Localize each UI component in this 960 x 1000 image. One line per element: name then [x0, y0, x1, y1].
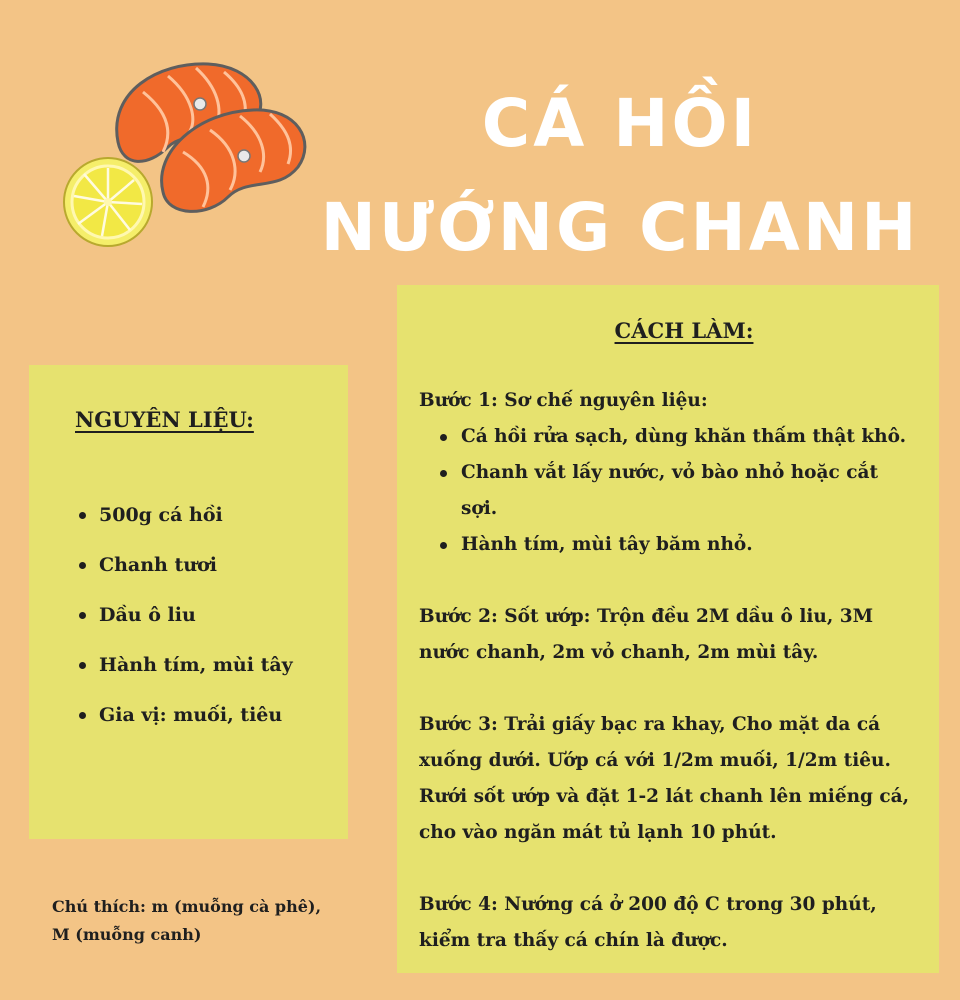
unit-note-line-2: M (muỗng canh)	[52, 925, 202, 944]
step-bullet: Chanh vắt lấy nước, vỏ bào nhỏ hoặc cắt sợi.	[459, 455, 919, 527]
lemon-slice-icon	[64, 158, 152, 246]
step-3-text: Bước 3: Trải giấy bạc ra khay, Cho mặt da cá xuống dưới. Ướp cá với 1/2m muối, 1/2m tiêu. Rưới sốt ướp và đặt 1-2 lát chanh lên miếng cá, cho vào ngăn mát tủ lạnh 10 phút.	[419, 714, 910, 843]
ingredient-item: Hành tím, mùi tây	[75, 647, 293, 697]
step-4-text: Bước 4: Nướng cá ở 200 độ C trong 30 phút, kiểm tra thấy cá chín là được.	[419, 894, 877, 951]
ingredient-item: Chanh tươi	[75, 547, 293, 597]
step-bullet: Cá hồi rửa sạch, dùng khăn thấm thật khô.	[459, 419, 919, 455]
ingredients-heading: NGUYÊN LIỆU:	[75, 407, 254, 432]
step-bullet: Hành tím, mùi tây băm nhỏ.	[459, 527, 919, 563]
recipe-title	[300, 72, 940, 280]
method-card	[397, 285, 939, 973]
step-2	[419, 599, 919, 671]
ingredient-item: Gia vị: muối, tiêu	[75, 697, 293, 747]
ingredients-card	[29, 365, 348, 839]
title-line-2: NƯỚNG CHANH	[320, 189, 920, 266]
step-1	[419, 383, 919, 563]
step-1-text: Bước 1: Sơ chế nguyên liệu:	[419, 390, 708, 411]
ingredient-item: 500g cá hồi	[75, 497, 293, 547]
unit-note-line-1: Chú thích: m (muỗng cà phê),	[52, 897, 322, 916]
method-heading: CÁCH LÀM:	[614, 318, 754, 343]
salmon-lemon-illustration	[48, 52, 318, 252]
step-3	[419, 707, 919, 851]
ingredient-item: Dầu ô liu	[75, 597, 293, 647]
step-2-text: Bước 2: Sốt ướp: Trộn đều 2M dầu ô liu, 3M nước chanh, 2m vỏ chanh, 2m mùi tây.	[419, 606, 874, 663]
step-1-bullets	[419, 419, 919, 563]
title-line-1: CÁ HỒI	[481, 85, 759, 162]
step-4	[419, 887, 919, 959]
unit-note	[52, 893, 352, 949]
ingredients-list	[75, 497, 293, 747]
